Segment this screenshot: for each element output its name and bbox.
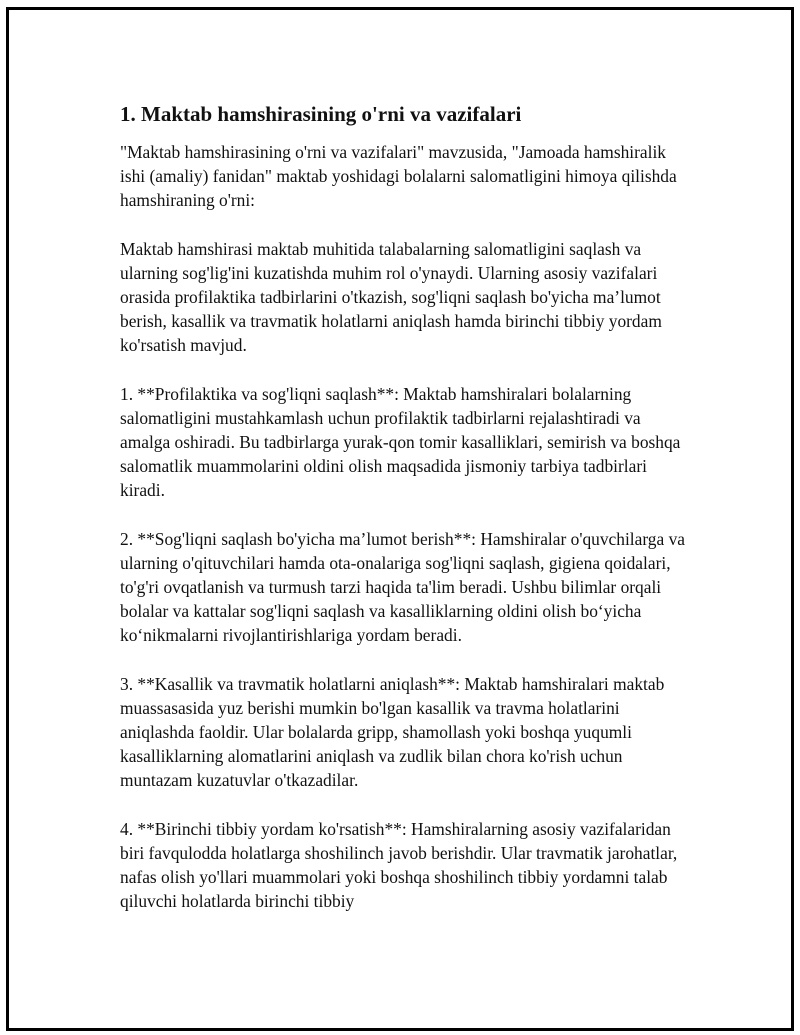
intro-paragraph: "Maktab hamshirasining o'rni va vazifalari" mavzusida, "Jamoada hamshiralik ishi (amaliy) fanidan" maktab yoshidagi bolalarni salomatligini himoya qilishda hamshiraning o'rni: [120, 142, 677, 211]
illness-detection-paragraph: 3. **Kasallik va travmatik holatlarni aniqlash**: Maktab hamshiralari maktab muassasasida yuz berishi mumkin bo'lgan kasallik va travma holatlarini aniqlashda faoldir. Ular bolalarda gripp, shamollash yoki boshqa yuqumli kasalliklarning alomatlarini aniqlash va zudlik bilan chora ko'rish uchun muntazam kuzatuvlar o'tkazadilar. [120, 673, 665, 791]
document-body [120, 98, 690, 937]
health-info-paragraph: 2. **Sog'liqni saqlash bo'yicha ma’lumot berish**: Hamshiralar o'quvchilarga va ularning o'qituvchilari hamda ota-onalariga sog'liqni saqlash, gigiena qoidalari, to'g'ri ovqatlanish va turmush tarzi haqida ta'lim beradi. Ushbu bilimlar orqali bolalar va kattalar sog'liqni saqlash va kasalliklarning oldini olish bo‘yicha ko‘nikmalarni rivojlantirishlariga yordam beradi. [120, 528, 685, 646]
overview-paragraph: Maktab hamshirasi maktab muhitida talabalarning salomatligini saqlash va ularning sog'lig'ini kuzatishda muhim rol o'ynaydi. Ularning asosiy vazifalari orasida profilaktika tadbirlarini o'tkazish, sog'liqni saqlash bo'yicha ma’lumot berish, kasallik va travmatik holatlarni aniqlash hamda birinchi tibbiy yordam ko'rsatish mavjud. [120, 238, 662, 356]
first-aid-paragraph: 4. **Birinchi tibbiy yordam ko'rsatish**: Hamshiralarning asosiy vazifalaridan biri favqulodda holatlarga shoshilinch javob berishdir. Ular travmatik jarohatlar, nafas olish yo'llari muammolari yoki boshqa shoshilinch tibbiy yordamni talab qiluvchi holatlarda birinchi tibbiy [120, 818, 678, 912]
document-title: 1. Maktab hamshirasining o'rni va vazifalari [120, 102, 522, 126]
prevention-paragraph: 1. **Profilaktika va sog'liqni saqlash**: Maktab hamshiralari bolalarning salomatligini mustahkamlash uchun profilaktik tadbirlarni rejalashtiradi va amalga oshiradi. Bu tadbirlarga yurak-qon tomir kasalliklari, semirish va boshqa salomatlik muammolarini oldini olish maqsadida jismoniy tarbiya tadbirlari kiradi. [120, 383, 681, 501]
page-frame [6, 7, 794, 1031]
